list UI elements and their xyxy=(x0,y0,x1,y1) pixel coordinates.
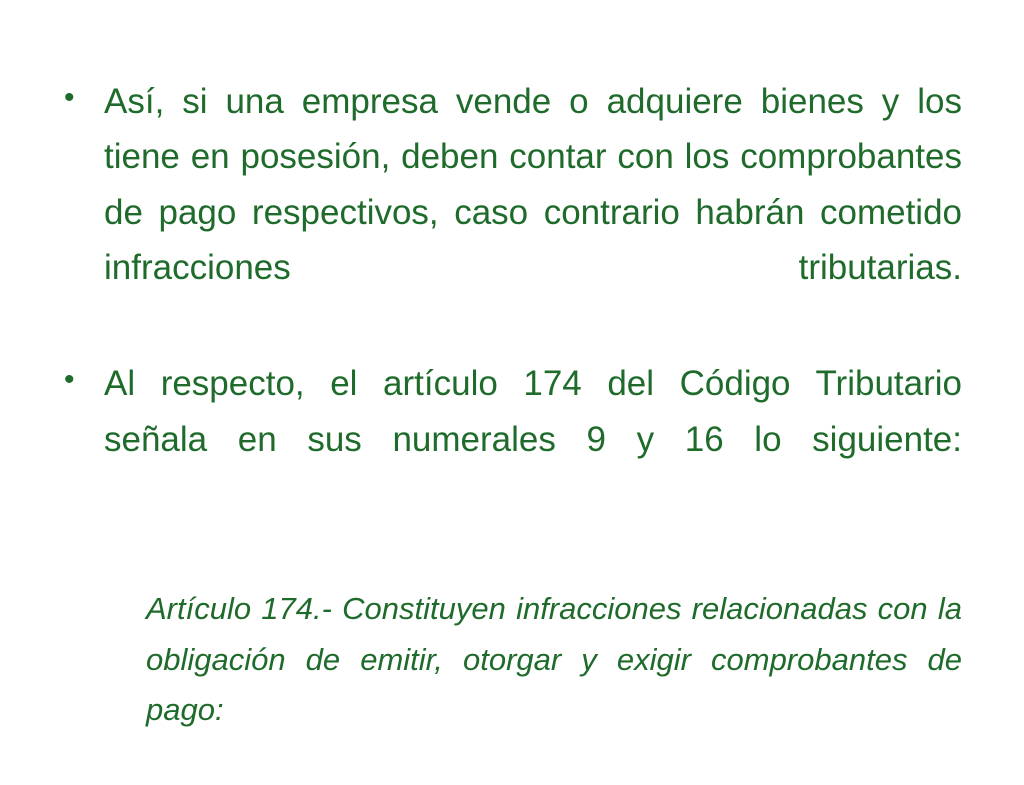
bullet-list xyxy=(62,74,962,522)
list-item xyxy=(62,74,962,350)
quoted-article-text: Artículo 174.- Constituyen infracciones relacionadas con la obligación de emitir, otorgar y exigir comprobantes de pago: xyxy=(146,591,962,727)
list-item xyxy=(62,356,962,522)
list-item-text: Al respecto, el artículo 174 del Código Tributario señala en sus numerales 9 y 16 lo siguiente: xyxy=(104,364,962,459)
bullet-dot-icon: • xyxy=(64,363,75,397)
list-item-text: Así, si una empresa vende o adquiere bienes y los tiene en posesión, deben contar con los comprobantes de pago respectivos, caso contrario habrán cometido infracciones tributarias. xyxy=(104,82,962,287)
bullet-dot-icon: • xyxy=(64,81,75,114)
